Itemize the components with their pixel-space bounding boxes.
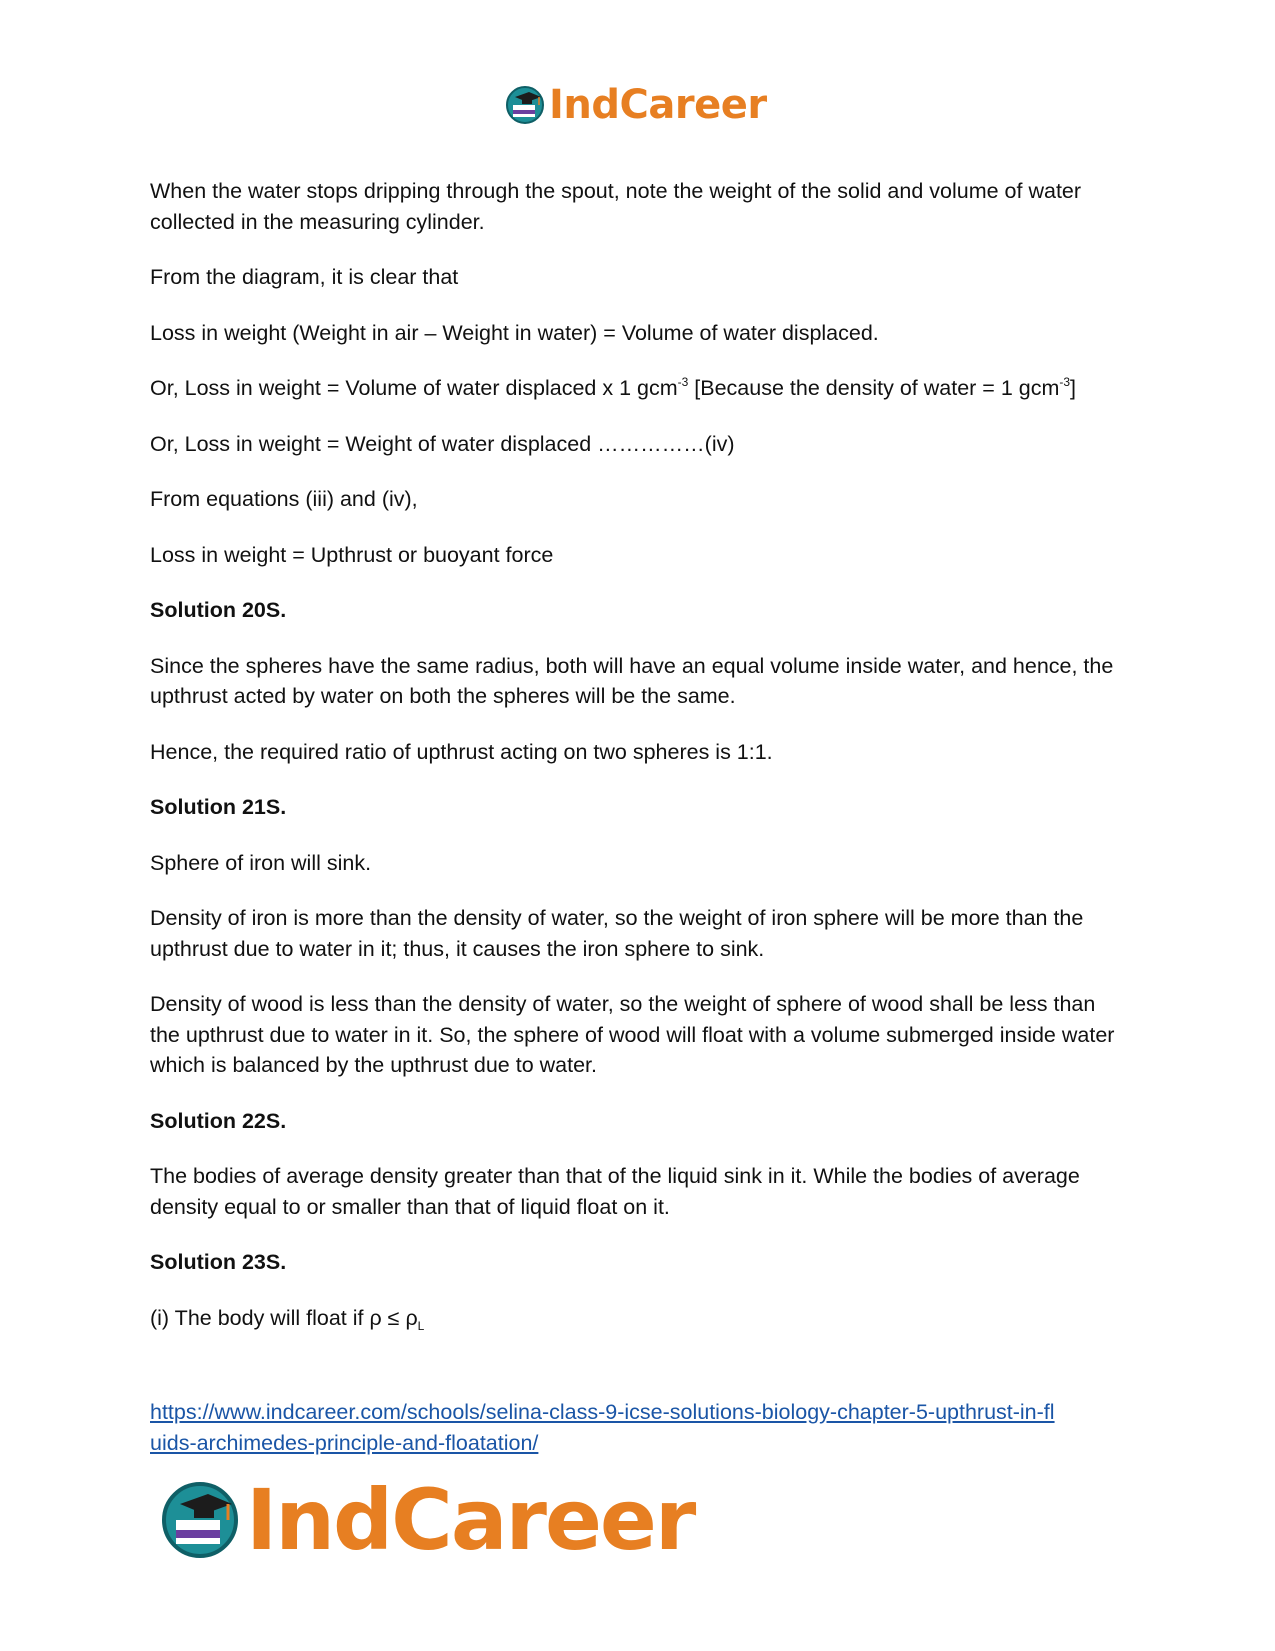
text-segment: ]	[1070, 376, 1077, 400]
solution-heading: Solution 23S.	[150, 1250, 287, 1274]
source-link-block	[150, 1397, 1140, 1458]
solution-heading: Solution 22S.	[150, 1108, 287, 1133]
solution-heading: Solution 21S.	[150, 795, 287, 819]
graduation-cap-book-icon	[505, 85, 545, 125]
paragraph: Density of wood is less than the density of water, so the weight of sphere of wood shall be less than the upthrust due to water in it. So, the sphere of wood will float with a volume submerged inside water which is balanced by the upthrust due to water.	[150, 992, 1115, 1077]
header-logo	[505, 78, 767, 132]
source-link[interactable]	[150, 1400, 1055, 1455]
paragraph: When the water stops dripping through the spout, note the weight of the solid and volume of water collected in the measuring cylinder.	[150, 179, 1082, 234]
logo-text: IndCareer	[549, 82, 767, 128]
superscript: -3	[1059, 375, 1071, 389]
paragraph: Hence, the required ratio of upthrust acting on two spheres is 1:1.	[150, 739, 773, 764]
text-segment: [Because the density of water = 1 gcm	[688, 376, 1060, 400]
paragraph: From the diagram, it is clear that	[150, 265, 459, 289]
paragraph: Since the spheres have the same radius, both will have an equal volume inside water, and hence, the upthrust acted by water on both the spheres will be the same.	[150, 653, 1114, 708]
link-line: https://www.indcareer.com/schools/selina-class-9-icse-solutions-biology-chapter-5-upthrust-in-fl	[150, 1400, 1055, 1424]
link-line: uids-archimedes-principle-and-floatation/	[150, 1430, 539, 1455]
paragraph-equation	[150, 1303, 1130, 1334]
superscript: -3	[677, 375, 689, 389]
text-segment: Or, Loss in weight = Volume of water displaced x 1 gcm	[150, 376, 678, 400]
paragraph: Loss in weight (Weight in air – Weight in water) = Volume of water displaced.	[150, 320, 879, 345]
paragraph: Sphere of iron will sink.	[150, 850, 372, 875]
document-body	[150, 176, 1130, 1358]
paragraph: Density of iron is more than the density of water, so the weight of iron sphere will be more than the upthrust due to water in it; thus, it causes the iron sphere to sink.	[150, 906, 1084, 961]
paragraph: Loss in weight = Upthrust or buoyant force	[150, 542, 554, 567]
logo-text: IndCareer	[246, 1471, 695, 1569]
paragraph: The bodies of average density greater than that of the liquid sink in it. While the bodies of average density equal to or smaller than that of liquid float on it.	[150, 1164, 1080, 1219]
footer-logo	[160, 1470, 694, 1570]
subscript: L	[417, 1318, 425, 1333]
paragraph: Or, Loss in weight = Weight of water displaced ……………(iv)	[150, 431, 735, 456]
solution-heading: Solution 20S.	[150, 598, 287, 622]
text-segment: (i) The body will float if ρ ≤ ρ	[150, 1305, 418, 1330]
graduation-cap-book-icon	[160, 1480, 240, 1560]
paragraph-equation	[150, 373, 1130, 404]
paragraph: From equations (iii) and (iv),	[150, 487, 418, 511]
